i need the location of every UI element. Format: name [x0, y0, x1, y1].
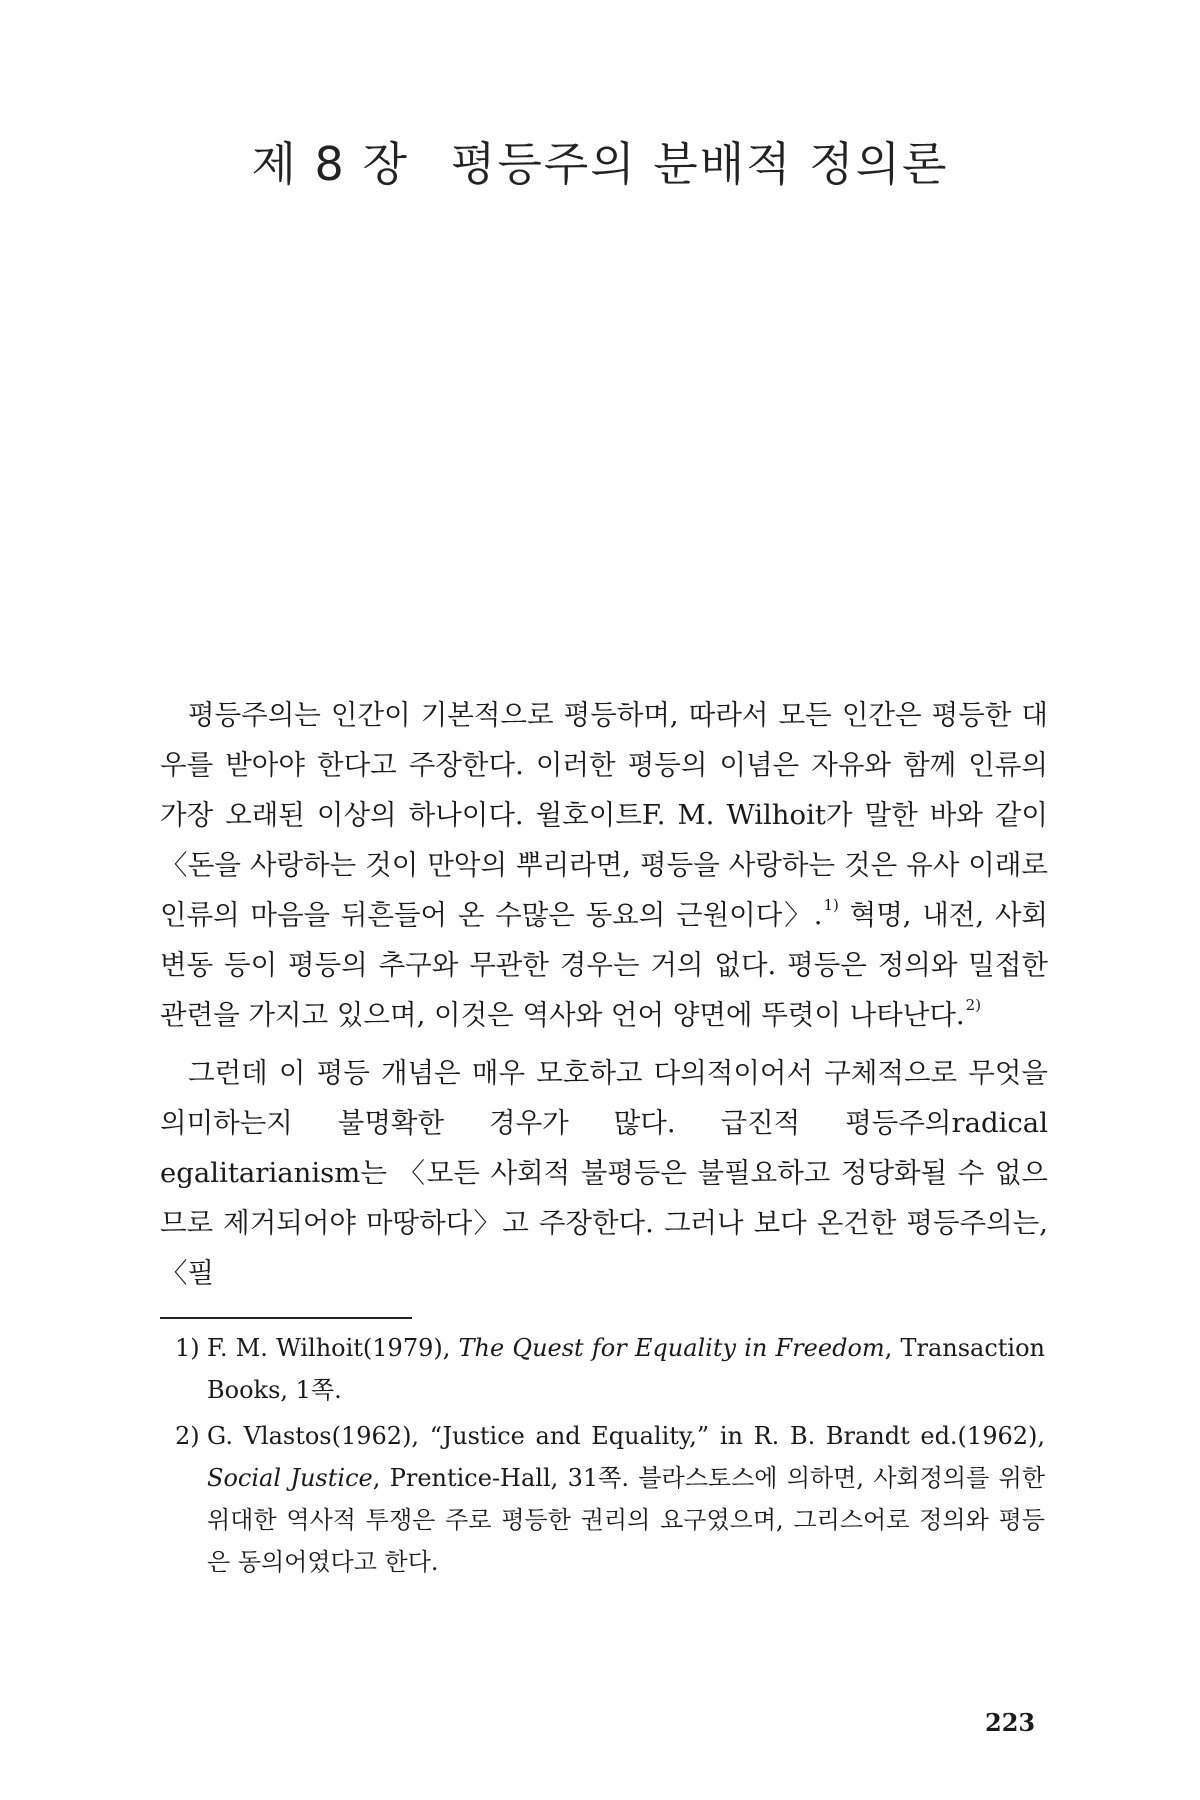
footnote-text: G. Vlastos(1962), “Justice and Equality,” in R. B. Brandt ed.(1962),: [207, 1422, 1045, 1450]
paragraph-1-part-b: 혁명, 내전, 사회변동 등이 평등의 추구와 무관한 경우는 거의 없다. 평등은 정의와 밀접한 관련을 가지고 있으며, 이것은 역사와 언어 양면에 뚜렷이 나타난다.: [160, 899, 1048, 1031]
paragraph-1: [160, 690, 1048, 1040]
paragraph-2: 그런데 이 평등 개념은 매우 모호하고 다의적이어서 구체적으로 무엇을 의미하는지 불명확한 경우가 많다. 급진적 평등주의radical egalitarianism는 〈모든 사회적 불평등은 불필요하고 정당화될 수 없으므로 제거되어야 마땅하다〉고 주장한다. 그러나 보다 온건한 평등주의는, 〈필: [160, 1057, 1048, 1289]
footnotes: [175, 1327, 1045, 1583]
footnote-ref-2: 2): [965, 996, 982, 1014]
footnote-1: [175, 1327, 1045, 1411]
chapter-number: 제 8 장: [251, 137, 409, 191]
footnote-2: [175, 1415, 1045, 1583]
footnote-text: , Transaction Books, 1쪽.: [207, 1334, 1046, 1404]
body-text: [160, 690, 1048, 1298]
footnote-ref-1: 1): [823, 896, 839, 914]
chapter-title: [0, 128, 1200, 194]
footnote-book-title: Social Justice: [207, 1464, 373, 1492]
paragraph-1-part-a: 평등주의는 인간이 기본적으로 평등하며, 따라서 모든 인간은 평등한 대우를 받아야 한다고 주장한다. 이러한 평등의 이념은 자유와 함께 인류의 가장 오래된 이상의 하나이다. 윌호이트F. M. Wilhoit가 말한 바와 같이 〈돈을 사랑하는 것이 만악의 뿌리라면, 평등을 사랑하는 것은 유사 이래로 인류의 마음을 뒤흔들어 온 수많은 동요의 근원이다〉.: [160, 699, 1048, 931]
footnote-number: 1): [175, 1334, 200, 1362]
footnote-separator: [160, 1317, 412, 1319]
chapter-title-text: 평등주의 분배적 정의론: [450, 137, 949, 191]
page-number: 223: [985, 1708, 1036, 1737]
footnote-text: F. M. Wilhoit(1979),: [207, 1334, 459, 1362]
footnote-book-title: The Quest for Equality in Freedom: [458, 1334, 885, 1362]
footnote-text: , Prentice-Hall, 31쪽. 블라스토스에 의하면, 사회정의를 위한 위대한 역사적 투쟁은 주로 평등한 권리의 요구였으며, 그리스어로 정의와 평등은 동의어였다고 한다.: [207, 1464, 1045, 1576]
footnote-number: 2): [175, 1422, 200, 1450]
